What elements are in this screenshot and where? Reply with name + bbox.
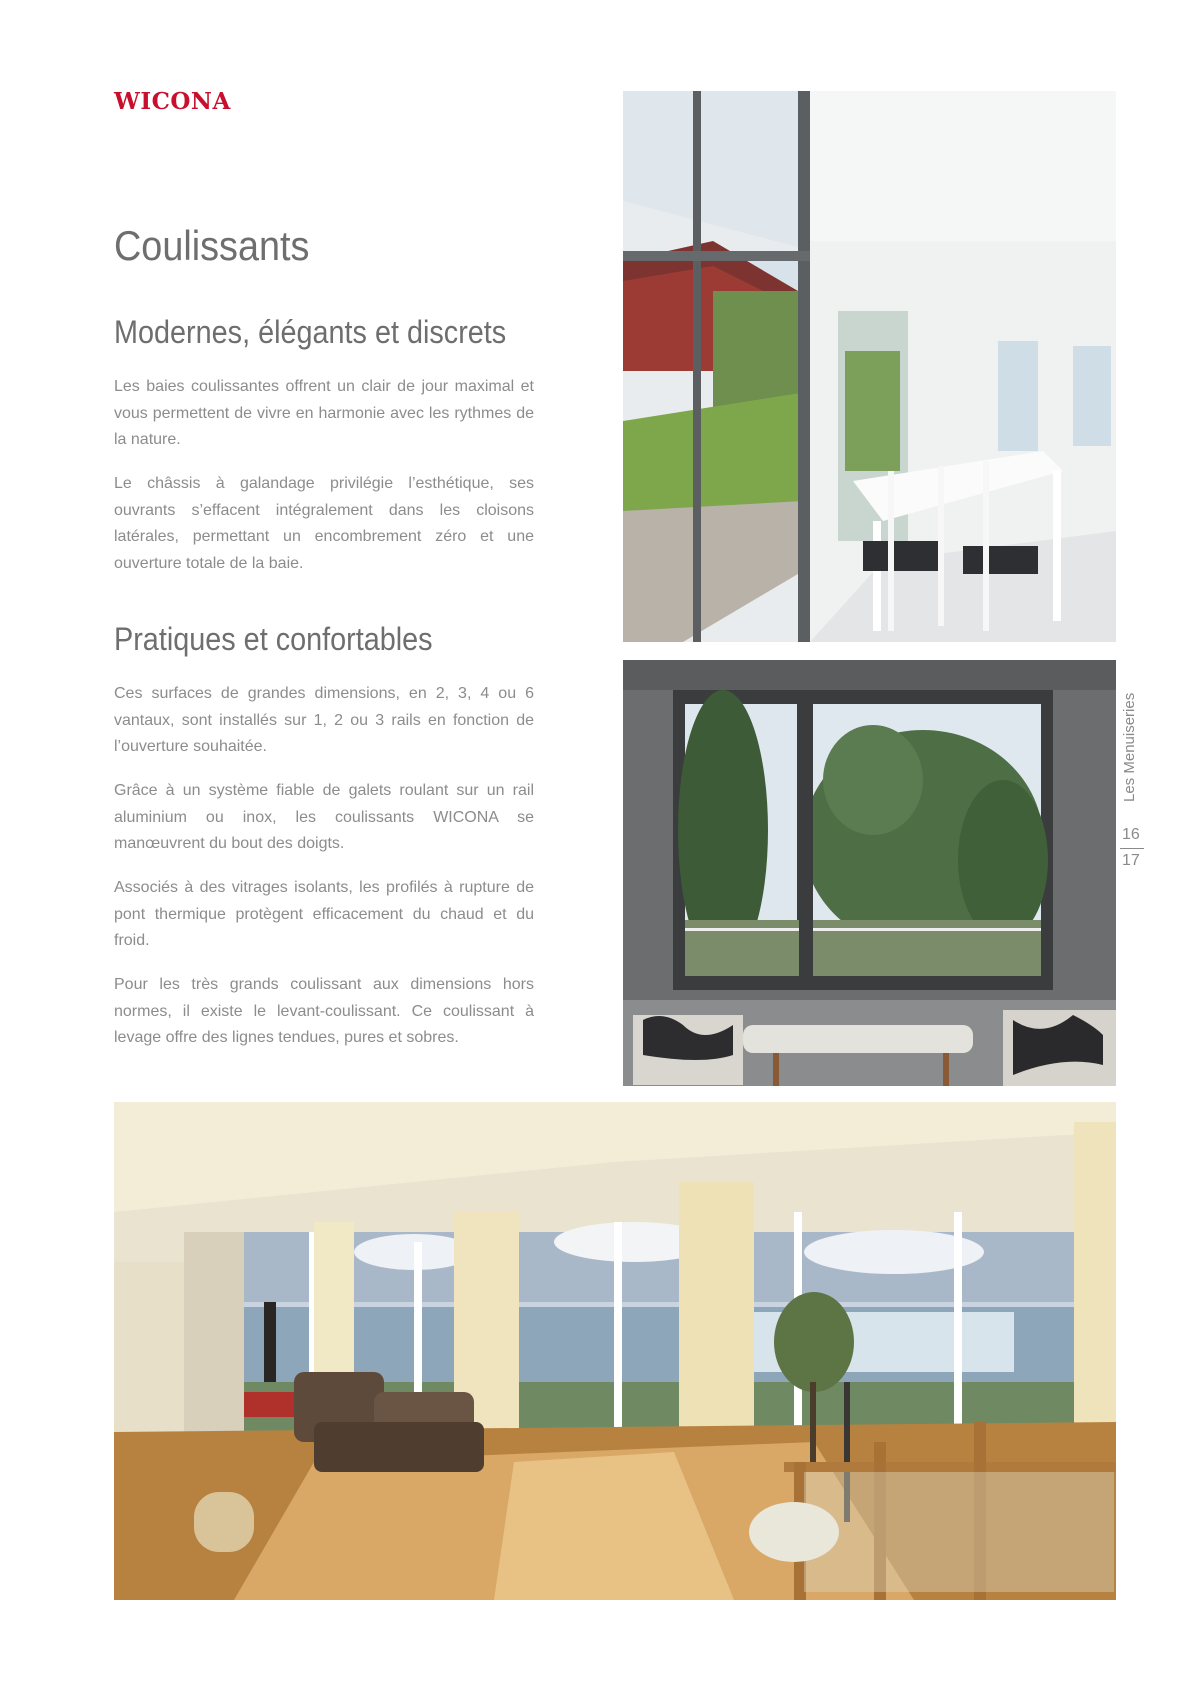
- paragraph: Pour les très grands coulissant aux dimensions hors normes, il existe le levant-coulissant. Ce coulissant à levage offre des lignes tendues, pures et sobres.: [114, 976, 534, 1046]
- paragraph: Associés à des vitrages isolants, les profilés à rupture de pont thermique protègent efficacement du chaud et du froid.: [114, 879, 534, 949]
- page-number-right: 17: [1122, 852, 1140, 869]
- paragraph: Grâce à un système fiable de galets roulant sur un rail aluminium ou inox, les coulissants WICONA se manœuvrent du bout des doigts.: [114, 782, 534, 852]
- page-title: Coulissants: [114, 222, 310, 269]
- page-number-divider: [1120, 848, 1144, 849]
- wicona-logo: WICONA: [114, 88, 231, 115]
- section-heading-pratiques: Pratiques et confortables: [114, 621, 433, 657]
- page-number-left: 16: [1122, 826, 1140, 843]
- photo-living-room-sea-view: [114, 1102, 1116, 1600]
- paragraph: Ces surfaces de grandes dimensions, en 2, 3, 4 ou 6 vantaux, sont installés sur 1, 2 ou 3 rails en fonction de l’ouverture souhaitée.: [114, 685, 534, 755]
- section-label-les-menuiseries: Les Menuiseries: [1121, 692, 1138, 802]
- photo-dark-sliding-window: [623, 660, 1116, 1086]
- paragraph: Les baies coulissantes offrent un clair de jour maximal et vous permettent de vivre en harmonie avec les rythmes de la nature.: [114, 378, 534, 448]
- photo-sunroom-dining: [623, 91, 1116, 642]
- section-heading-modernes: Modernes, élégants et discrets: [114, 314, 507, 350]
- paragraph: Le châssis à galandage privilégie l’esthétique, ses ouvrants s’effacent intégralement dans les cloisons latérales, permettant un encombrement zéro et une ouverture totale de la baie.: [114, 475, 534, 572]
